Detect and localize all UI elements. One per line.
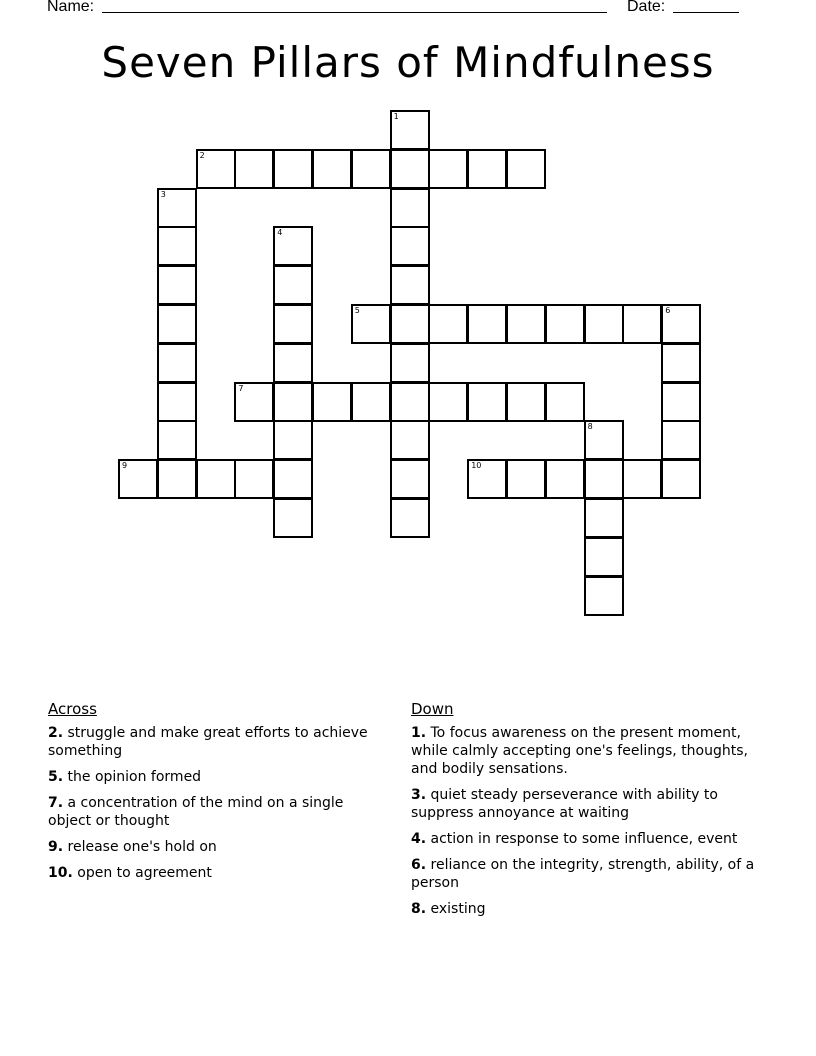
clue-number-label: 2.: [48, 725, 64, 741]
crossword-cell[interactable]: [312, 149, 352, 189]
crossword-cell[interactable]: [661, 382, 701, 422]
clue-number: 9: [122, 461, 128, 471]
clue-text: To focus awareness on the present moment, while calmly accepting one's feelings, thoughts, and bodily sensations.: [411, 725, 748, 777]
clue-text: the opinion formed: [63, 769, 202, 785]
crossword-cell[interactable]: [118, 459, 158, 499]
clue-text: release one's hold on: [63, 839, 217, 855]
clue-number-label: 10.: [48, 865, 73, 881]
clue-number: 2: [199, 150, 205, 160]
down-clue: [411, 856, 776, 892]
crossword-cell[interactable]: [390, 459, 430, 499]
clue-text: struggle and make great efforts to achieve something: [48, 725, 368, 759]
crossword-cell[interactable]: [157, 343, 197, 383]
clue-number-label: 3.: [411, 787, 427, 803]
crossword-cell[interactable]: [467, 382, 507, 422]
crossword-cell[interactable]: [157, 188, 197, 228]
down-clue: [411, 724, 776, 778]
crossword-cell[interactable]: [622, 459, 662, 499]
clue-number-label: 4.: [411, 831, 427, 847]
crossword-cell[interactable]: [157, 304, 197, 344]
clue-number: 4: [277, 228, 283, 238]
date-label: Date:: [627, 0, 666, 15]
clue-text: action in response to some influence, event: [426, 831, 738, 847]
crossword-cell[interactable]: [467, 459, 507, 499]
crossword-cell[interactable]: [506, 149, 546, 189]
crossword-cell[interactable]: [661, 420, 701, 460]
crossword-cell[interactable]: [428, 304, 468, 344]
crossword-cell[interactable]: [312, 382, 352, 422]
down-heading: Down: [411, 700, 454, 718]
crossword-cell[interactable]: [390, 149, 430, 189]
crossword-cell[interactable]: [661, 304, 701, 344]
crossword-cell[interactable]: [390, 265, 430, 305]
across-clue: [48, 794, 388, 830]
crossword-cell[interactable]: [273, 265, 313, 305]
clue-number-label: 7.: [48, 795, 64, 811]
across-clue-list: [48, 724, 388, 882]
clue-number: 8: [587, 422, 593, 432]
clue-number: 10: [471, 461, 482, 471]
clue-text: reliance on the integrity, strength, ability, of a person: [411, 857, 755, 891]
clue-number-label: 1.: [411, 725, 427, 741]
down-clue: [411, 830, 776, 848]
across-clue: [48, 838, 388, 856]
clue-text: a concentration of the mind on a single object or thought: [48, 795, 344, 829]
crossword-cell[interactable]: [157, 420, 197, 460]
crossword-cell[interactable]: [506, 459, 546, 499]
crossword-cell[interactable]: [545, 459, 585, 499]
crossword-cell[interactable]: [428, 382, 468, 422]
crossword-cell[interactable]: [157, 459, 197, 499]
crossword-cell[interactable]: [273, 498, 313, 538]
crossword-cell[interactable]: [234, 382, 274, 422]
crossword-cell[interactable]: [622, 304, 662, 344]
clue-text: open to agreement: [72, 865, 212, 881]
across-clues: [48, 700, 388, 890]
clue-text: quiet steady perseverance with ability to suppress annoyance at waiting: [411, 787, 718, 821]
crossword-cell[interactable]: [196, 459, 236, 499]
down-clue: [411, 786, 776, 822]
crossword-cell[interactable]: [661, 343, 701, 383]
crossword-cell[interactable]: [273, 459, 313, 499]
page-title: Seven Pillars of Mindfulness: [101, 38, 715, 87]
crossword-cell[interactable]: [234, 149, 274, 189]
crossword-cell[interactable]: [584, 537, 624, 577]
across-clue: [48, 768, 388, 786]
crossword-cell[interactable]: [273, 382, 313, 422]
crossword-cell[interactable]: [273, 343, 313, 383]
crossword-cell[interactable]: [157, 226, 197, 266]
crossword-cell[interactable]: [351, 382, 391, 422]
clue-number: 1: [393, 112, 399, 121]
crossword-cell[interactable]: [273, 420, 313, 460]
clue-number: 7: [238, 383, 244, 393]
crossword-cell[interactable]: [157, 382, 197, 422]
across-clue: [48, 864, 388, 882]
crossword-cell[interactable]: [273, 226, 313, 266]
crossword-cell[interactable]: [273, 304, 313, 344]
clue-number-label: 6.: [411, 857, 427, 873]
clue-number-label: 9.: [48, 839, 64, 855]
crossword-cell[interactable]: [196, 149, 236, 189]
name-label: Name:: [47, 0, 95, 15]
crossword-cell[interactable]: [390, 382, 430, 422]
crossword-cell[interactable]: [390, 420, 430, 460]
across-heading: Across: [48, 700, 97, 718]
crossword-cell[interactable]: [584, 576, 624, 616]
down-clue: [411, 900, 776, 918]
crossword-cell[interactable]: [584, 459, 624, 499]
crossword-cell[interactable]: [584, 304, 624, 344]
crossword-cell[interactable]: [467, 149, 507, 189]
crossword-cell[interactable]: [390, 226, 430, 266]
crossword-cell[interactable]: [351, 304, 391, 344]
crossword-cell[interactable]: [390, 110, 430, 150]
down-clue-list: [411, 724, 776, 918]
crossword-cell[interactable]: [390, 188, 430, 228]
clue-number-label: 5.: [48, 769, 64, 785]
clue-text: existing: [426, 901, 486, 917]
crossword-cell[interactable]: [545, 382, 585, 422]
crossword-cell[interactable]: [506, 382, 546, 422]
down-clues: [411, 700, 776, 926]
crossword-cell[interactable]: [390, 343, 430, 383]
crossword-cell[interactable]: [273, 149, 313, 189]
clue-number: 3: [160, 189, 166, 199]
across-clue: [48, 724, 388, 760]
clue-number: 6: [665, 306, 671, 315]
crossword-cell[interactable]: [234, 459, 274, 499]
crossword-cell[interactable]: [467, 304, 507, 344]
crossword-cell[interactable]: [390, 498, 430, 538]
clue-number-label: 8.: [411, 901, 427, 917]
crossword-cell[interactable]: [584, 498, 624, 538]
crossword-cell[interactable]: [390, 304, 430, 344]
crossword-cell[interactable]: [428, 149, 468, 189]
crossword-cell[interactable]: [351, 149, 391, 189]
clue-number: 5: [354, 306, 360, 315]
crossword-cell[interactable]: [545, 304, 585, 344]
crossword-cell[interactable]: [506, 304, 546, 344]
crossword-cell[interactable]: [661, 459, 701, 499]
crossword-cell[interactable]: [157, 265, 197, 305]
crossword-cell[interactable]: [584, 420, 624, 460]
